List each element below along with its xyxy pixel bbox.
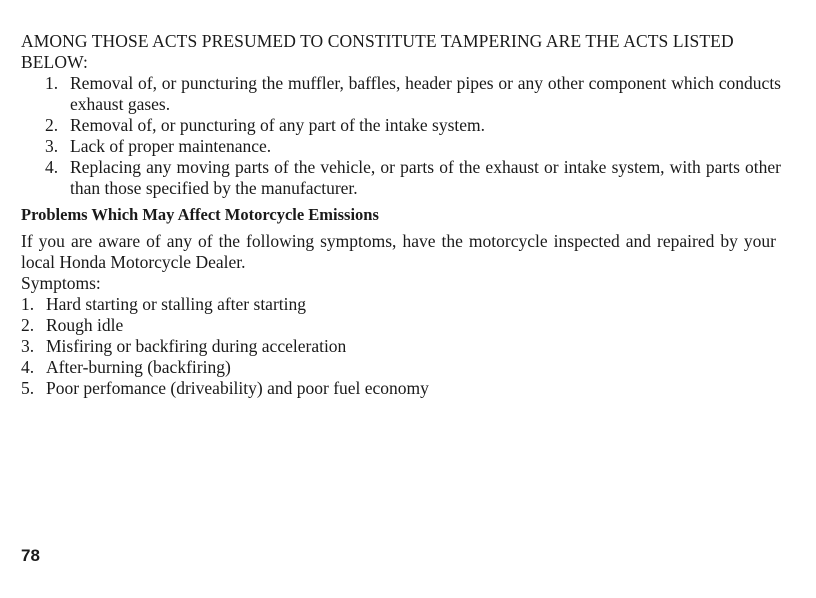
list-item [21, 136, 781, 157]
list-item [21, 336, 781, 357]
page-number: 78 [21, 546, 40, 565]
item-text: Removal of, or puncturing of any part of the intake system. [70, 115, 486, 135]
item-number: 4. [45, 157, 59, 177]
intro-paragraph: If you are aware of any of the following symptoms, have the motorcycle inspected and repaired by your local Honda Motorcycle Dealer. [21, 231, 776, 272]
item-text: Lack of proper maintenance. [70, 136, 272, 156]
list-item [21, 315, 781, 336]
item-number: 5. [21, 378, 35, 398]
list-item [21, 157, 781, 199]
item-text: Misfiring or backfiring during acceleration [46, 336, 347, 356]
item-text: Rough idle [46, 315, 124, 335]
symptoms-list [21, 294, 781, 399]
item-text: After-burning (backfiring) [46, 357, 231, 377]
item-text: Replacing any moving parts of the vehicle, or parts of the exhaust or intake system, with parts other than those specified by the manufacturer. [70, 157, 781, 198]
item-text: Poor perfomance (driveability) and poor fuel economy [46, 378, 429, 398]
item-number: 3. [21, 336, 35, 356]
emissions-subheading: Problems Which May Affect Motorcycle Emissions [21, 205, 379, 224]
item-number: 3. [45, 136, 59, 156]
item-number: 2. [45, 115, 59, 135]
list-item [21, 357, 781, 378]
list-item [21, 378, 781, 399]
item-number: 4. [21, 357, 35, 377]
list-item [21, 73, 781, 115]
list-item [21, 115, 781, 136]
item-number: 1. [21, 294, 35, 314]
list-item [21, 294, 781, 315]
item-number: 1. [45, 73, 59, 93]
tampering-acts-list [21, 73, 781, 199]
tampering-heading: AMONG THOSE ACTS PRESUMED TO CONSTITUTE TAMPERING ARE THE ACTS LISTED BELOW: [21, 31, 734, 72]
item-text: Removal of, or puncturing the muffler, baffles, header pipes or any other component which conducts exhaust gases. [70, 73, 781, 114]
item-text: Hard starting or stalling after starting [46, 294, 306, 314]
item-number: 2. [21, 315, 35, 335]
symptoms-label: Symptoms: [21, 273, 101, 293]
